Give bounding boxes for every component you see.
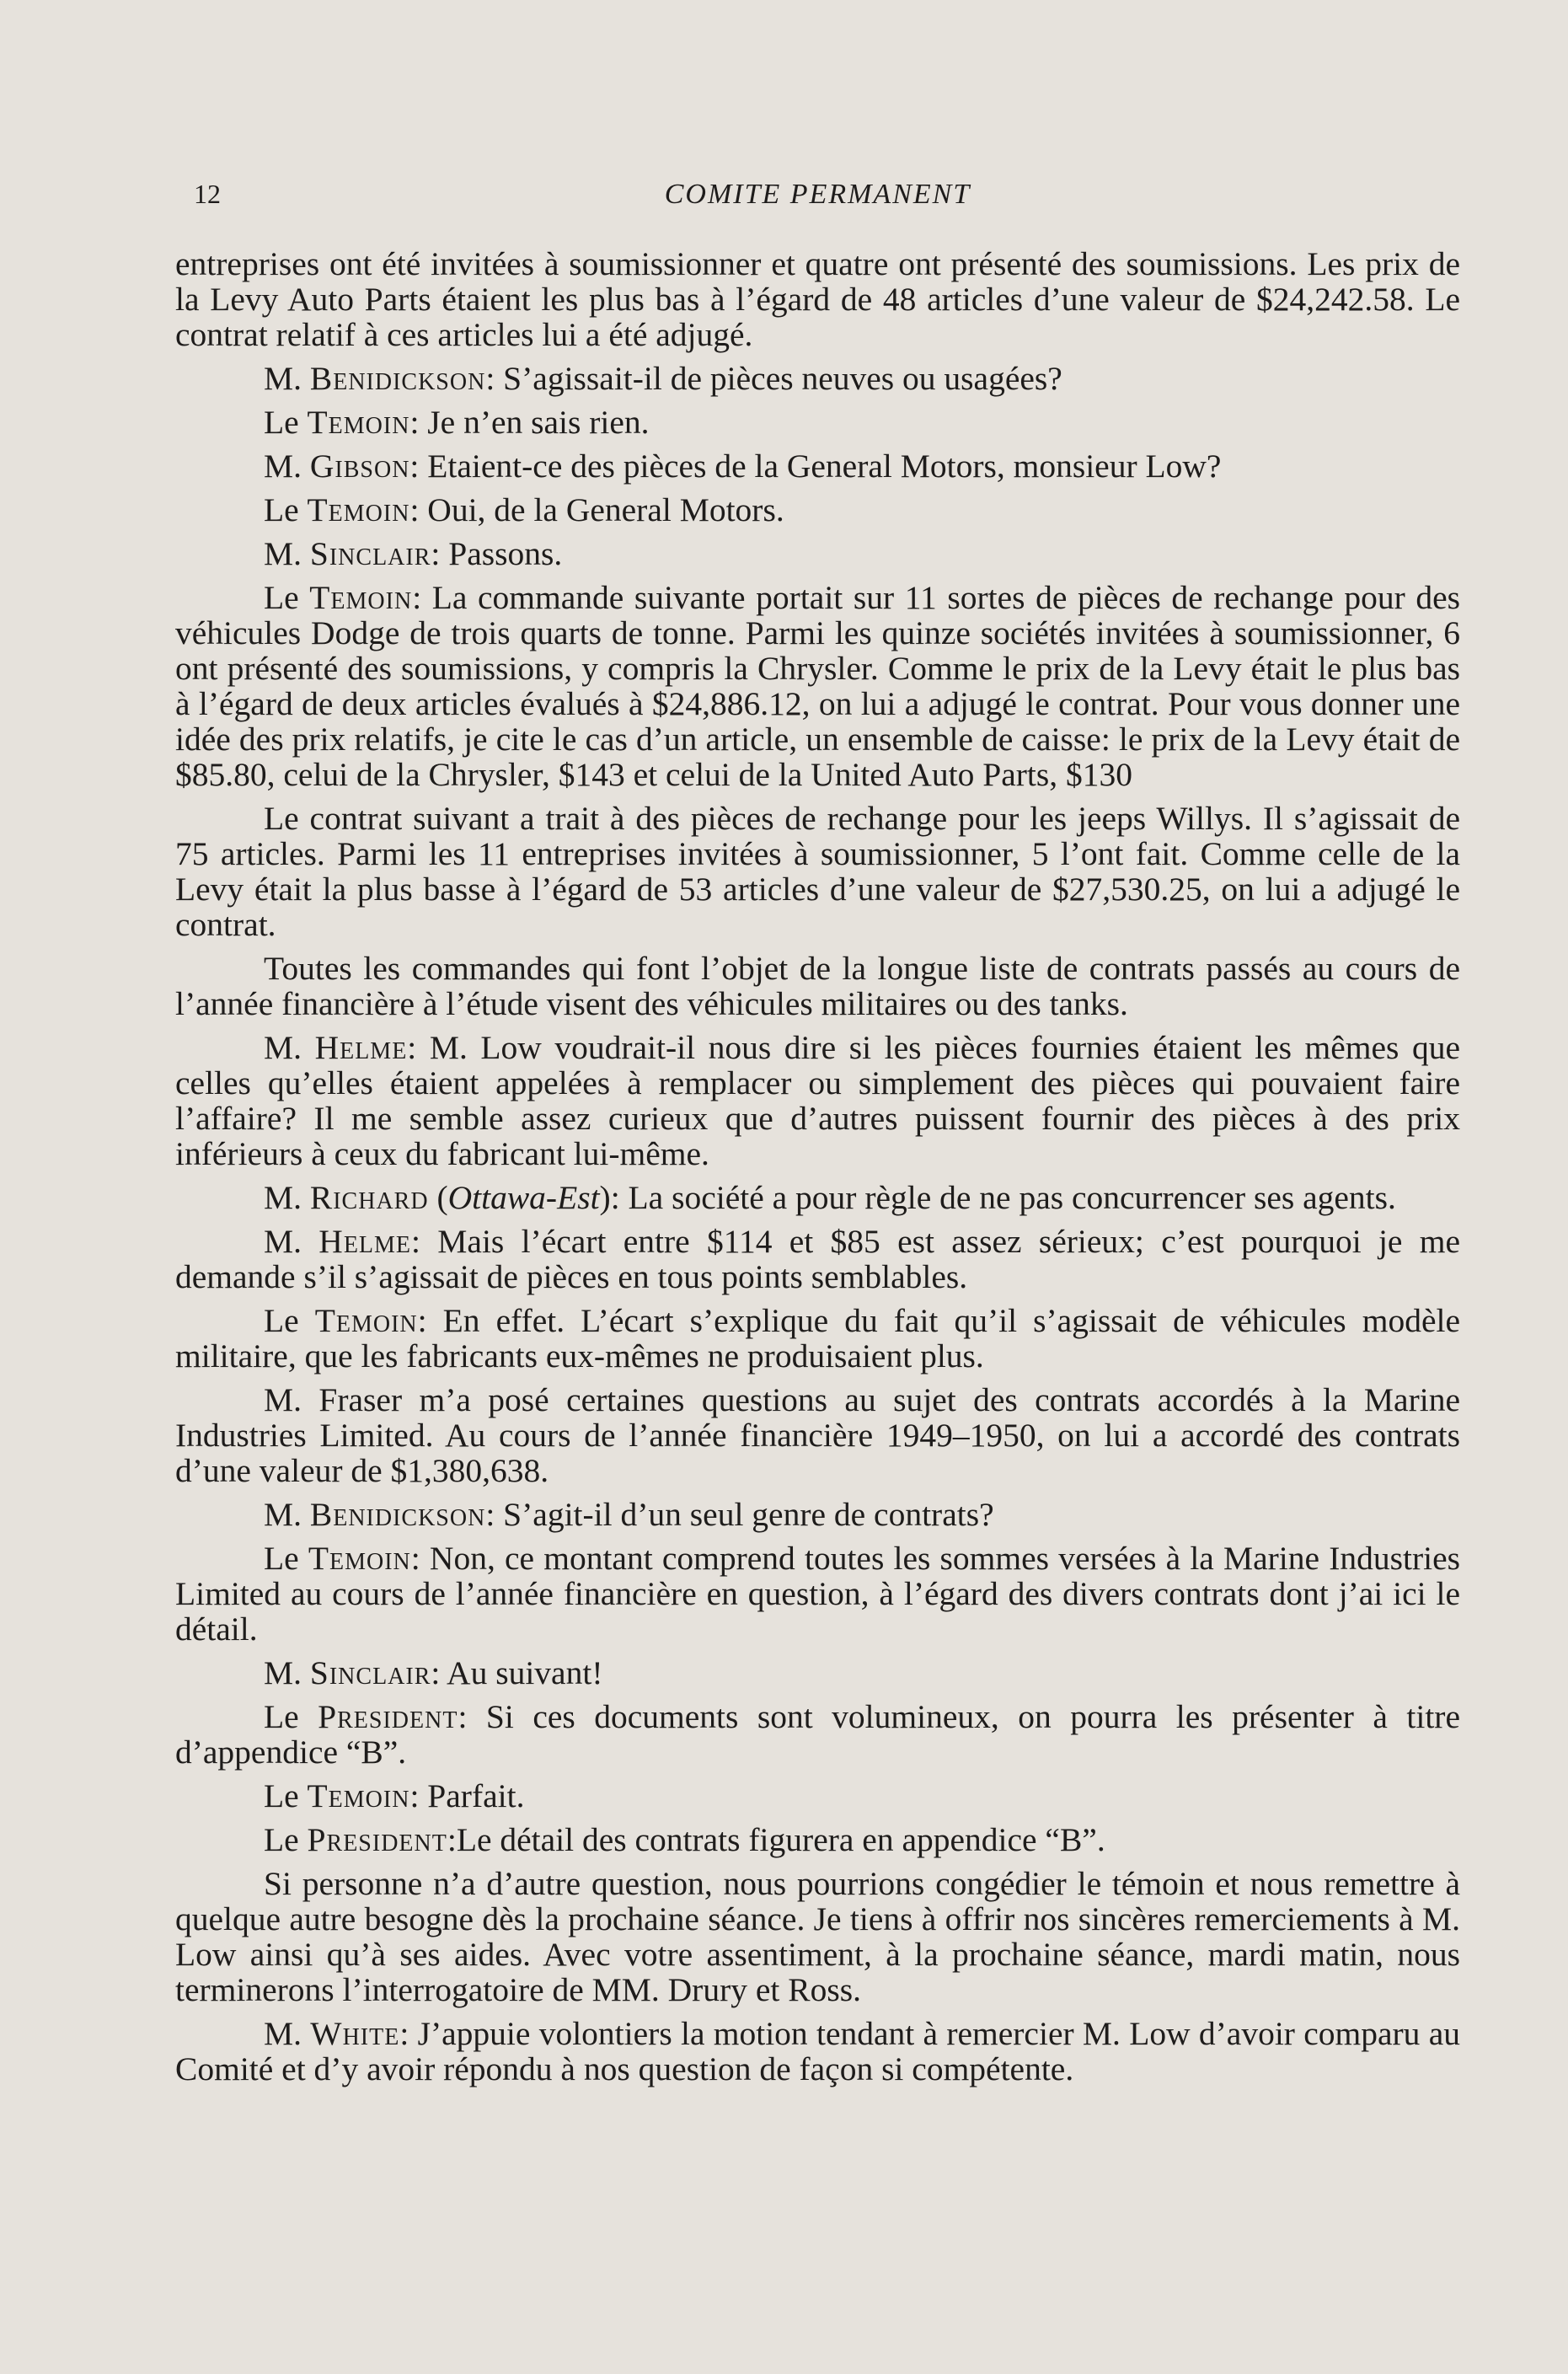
speaker-title: M. <box>264 360 302 397</box>
speaker-name: Helme <box>318 1223 412 1260</box>
speaker-title: Le <box>264 579 299 616</box>
speaker-name: Temoin <box>307 404 410 441</box>
speaker-paragraph <box>175 1030 1460 1171</box>
speaker-paragraph <box>175 1497 1460 1532</box>
speaker-paragraph <box>175 536 1460 571</box>
speaker-paragraph <box>175 1303 1460 1374</box>
paragraph-text: : S’agissait-il de pièces neuves ou usagées? <box>485 360 1062 397</box>
speaker-name: Sinclair <box>309 1654 431 1691</box>
body-paragraph <box>175 1382 1460 1488</box>
speaker-paragraph <box>175 1655 1460 1691</box>
speaker-paragraph: M. Richard (Ottawa-Est): La société a pour règle de ne pas concurrencer ses agents. <box>264 1179 1396 1216</box>
speaker-title: M. <box>264 535 302 572</box>
page-number: 12 <box>194 179 221 209</box>
paragraph-text: : Non, ce montant comprend toutes les sommes versées à la Marine Industries Limited au cours de l’année financière en question, à l’égard des divers contrats dont j’ai ici le détail. <box>175 1540 1461 1648</box>
running-title: COMITE PERMANENT <box>664 179 971 210</box>
speaker-title: M. <box>264 1179 302 1216</box>
speaker-title: Le <box>264 1777 299 1814</box>
speaker-name: President <box>307 1821 447 1858</box>
speaker-title: M. <box>264 447 302 485</box>
speaker-title: M. <box>264 1654 302 1691</box>
speaker-name: Benidickson <box>309 360 486 397</box>
speaker-title: M. <box>264 1223 302 1260</box>
speaker-paragraph <box>175 405 1460 440</box>
paragraph-text: M. Fraser m’a posé certaines questions au sujet des contrats accordés à la Marine Industries Limited. Au cours de l’année financière 1949–1950, on lui a accordé des contrats d’une valeur de $1,380,638. <box>175 1381 1460 1489</box>
speaker-title: Le <box>264 1821 299 1858</box>
speaker-name: White <box>310 2015 400 2052</box>
paragraph-text: : Etaient-ce des pièces de la General Motors, monsieur Low? <box>409 447 1222 485</box>
speaker-paragraph <box>175 1699 1460 1770</box>
speaker-title: Le <box>264 404 299 441</box>
speaker-name: President <box>318 1698 458 1735</box>
paragraph-text: : Au suivant! <box>431 1654 603 1691</box>
speaker-title: M. <box>264 1029 302 1066</box>
body-paragraph <box>175 801 1460 942</box>
speaker-paragraph <box>175 492 1460 528</box>
speaker-name: Helme <box>314 1029 408 1066</box>
paragraph-text: : Parfait. <box>409 1777 525 1814</box>
speaker-riding: Ottawa-Est <box>447 1179 600 1216</box>
speaker-paragraph <box>175 1224 1460 1294</box>
paragraph-text: : S’agit-il d’un seul genre de contrats? <box>485 1496 994 1533</box>
body-paragraph <box>175 246 1460 352</box>
paragraph-text: : J’appuie volontiers la motion tendant à remercier M. Low d’avoir comparu au Comité et d’y avoir répondu à nos question de façon si compétente. <box>175 2015 1460 2087</box>
speaker-paragraph <box>175 361 1460 396</box>
paragraph-text: Si personne n’a d’autre question, nous pourrions congédier le témoin et nous remettre à quelque autre besogne dès la prochaine séance. Je tiens à offrir nos sincères remerciements à M. Low ainsi qu’à ses aides. Avec votre assentiment, à la prochaine séance, mardi matin, nous terminerons l’interrogatoire de MM. Drury et Ross. <box>175 1865 1460 2008</box>
paragraph-text: : Oui, de la General Motors. <box>409 491 784 528</box>
paragraph-text: : Mais l’écart entre $114 et $85 est assez sérieux; c’est pourquoi je me demande s’il s’agissait de pièces en tous points semblables. <box>175 1223 1461 1295</box>
paragraph-text: : En effet. L’écart s’explique du fait qu’il s’agissait de véhicules modèle militaire, que les fabricants eux-mêmes ne produisaient plus. <box>175 1302 1461 1375</box>
page-header <box>175 179 1460 221</box>
speaker-title: Le <box>264 1698 299 1735</box>
paragraph-text: : M. Low voudrait-il nous dire si les pièces fournies étaient les mêmes que celles qu’elles étaient appelées à remplacer ou simplement des pièces qui pouvaient faire l’affaire? Il me semble assez curieux que d’autres puissent fournir des pièces à des prix inférieurs à ceux du fabricant lui-même. <box>175 1029 1461 1172</box>
speaker-name: Richard <box>309 1179 429 1216</box>
speaker-paragraph <box>175 448 1460 484</box>
paragraph-text: : La commande suivante portait sur 11 sortes de pièces de rechange pour des véhicules Dodge de trois quarts de tonne. Parmi les quinze sociétés invitées à soumissionner, 6 ont présenté des soumissions, y compris la Chrysler. Comme le prix de la Levy était le plus bas à l’égard de deux articles évalués à $24,886.12, on lui a adjugé le contrat. Pour vous donner une idée des prix relatifs, je cite le cas d’un article, un ensemble de caisse: le prix de la Levy était de $85.80, celui de la Chrysler, $143 et celui de la United Auto Parts, $130 <box>175 579 1461 793</box>
paragraph-text: :Le détail des contrats figurera en appendice “B”. <box>447 1821 1105 1858</box>
paragraph-text: : Passons. <box>431 535 563 572</box>
paragraph-text: : Si ces documents sont volumineux, on pourra les présenter à titre d’appendice “B”. <box>175 1698 1460 1771</box>
speaker-name: Temoin <box>308 1540 411 1577</box>
paragraph-text: Le contrat suivant a trait à des pièces de rechange pour les jeeps Willys. Il s’agissait de 75 articles. Parmi les 11 entreprises invitées à soumissionner, 5 l’ont fait. Comme celle de la Levy était la plus basse à l’égard de 53 articles d’une valeur de $27,530.25, on lui a adjugé le contrat. <box>175 800 1460 943</box>
speaker-name: Temoin <box>307 1777 410 1814</box>
speaker-name: Temoin <box>314 1302 418 1339</box>
speaker-name: Sinclair <box>309 535 431 572</box>
body-paragraph <box>175 951 1460 1021</box>
document-body <box>175 246 1460 2095</box>
speaker-name: Gibson <box>309 447 410 485</box>
speaker-name: Benidickson <box>309 1496 486 1533</box>
speaker-name: Temoin <box>307 491 410 528</box>
paragraph-text: : La société a pour règle de ne pas concurrencer ses agents. <box>610 1179 1396 1216</box>
speaker-title: Le <box>264 1302 299 1339</box>
speaker-title: Le <box>264 491 299 528</box>
paragraph-text: : Je n’en sais rien. <box>409 404 650 441</box>
paragraph-text: Toutes les commandes qui font l’objet de la longue liste de contrats passés au cours de l’année financière à l’étude visent des véhicules militaires ou des tanks. <box>175 950 1460 1022</box>
speaker-title: M. <box>264 2015 302 2052</box>
speaker-title: Le <box>264 1540 299 1577</box>
speaker-paragraph <box>175 1541 1460 1647</box>
speaker-paragraph <box>175 1778 1460 1814</box>
speaker-paragraph <box>175 580 1460 792</box>
body-paragraph <box>175 1866 1460 2007</box>
paragraph-text: entreprises ont été invitées à soumissionner et quatre ont présenté des soumissions. Les prix de la Levy Auto Parts étaient les plus bas à l’égard de 48 articles d’une valeur de $24,242.58. Le contrat relatif à ces articles lui a été adjugé. <box>175 245 1460 353</box>
speaker-paragraph <box>175 2016 1460 2087</box>
speaker-title: M. <box>264 1496 302 1533</box>
speaker-paragraph <box>175 1822 1460 1857</box>
speaker-name: Temoin <box>309 579 413 616</box>
